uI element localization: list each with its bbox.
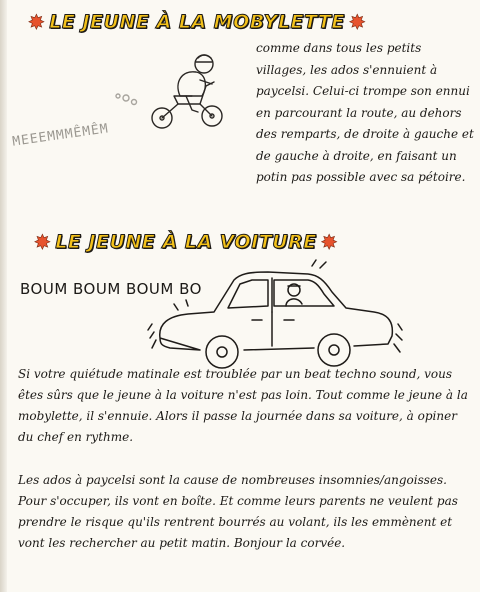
moped-paragraph: comme dans tous les petits villages, les ados s'ennuient à paycelsi. Celui-ci trompe son ennui en parcourant la route, au dehors des remparts, de droite à gauche et de gauche à droite, en faisant un potin pas possible avec sa pétoire. <box>256 41 474 184</box>
moped-sound-effect: MEEEMMMÊMÊM <box>11 121 110 150</box>
moped-rider-illustration <box>112 52 232 136</box>
page-binding-shadow <box>0 0 7 592</box>
car-heading <box>30 230 342 254</box>
star-icon: ✸ <box>348 10 367 34</box>
star-icon: ✸ <box>34 230 52 254</box>
car-paragraph-2: Les ados à paycelsi sont la cause de nombreuses insomnies/angoisses. Pour s'occuper, ils vont en boîte. Et comme leurs parents ne veulent pas prendre le risque qu'ils rentrent bourrés au volant, ils les emmènent et vont les rechercher au petit matin. Bonjour la corvée. <box>18 473 458 550</box>
car-heading-text: LE JEUNE À LA VOITURE <box>55 231 317 253</box>
moped-heading <box>24 10 370 34</box>
car-illustration <box>148 266 408 378</box>
moped-heading-text: LE JEUNE À LA MOBYLETTE <box>49 11 345 33</box>
star-icon: ✸ <box>320 230 339 254</box>
car-paragraph-1: Si votre quiétude matinale est troublée par un beat techno sound, vous êtes sûrs que le jeune à la voiture n'est pas loin. Tout comme le jeune à la mobylette, il s'ennuie. Alors il passe la journée dans sa voiture, à opiner du chef en rythme. <box>18 367 468 444</box>
star-icon: ✸ <box>28 10 46 34</box>
car-sound-effect: BOUM BOUM BOUM BO <box>20 280 202 298</box>
